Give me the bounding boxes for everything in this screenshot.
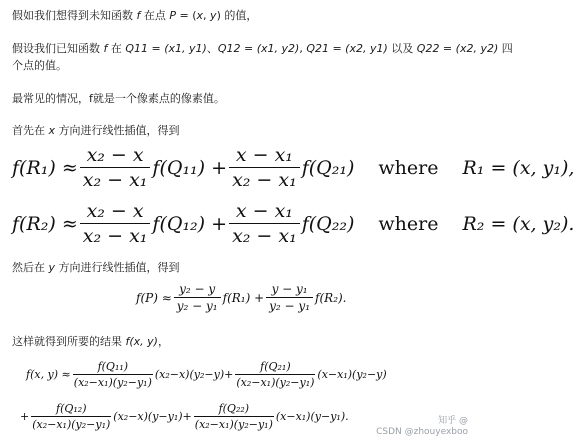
equation-p (136, 282, 347, 313)
known-points-sentence-cont: 个点的值。 (12, 59, 67, 72)
var-f: f (103, 42, 108, 55)
var-y: y (48, 261, 56, 274)
eq-lhs: f(R₁) ≈ (12, 156, 78, 179)
plus-sign: + (20, 410, 30, 423)
eq-term: f(R₁) + (222, 290, 265, 305)
numerator: y − y₁ (271, 282, 308, 296)
denominator: (x₂−x₁)(y₂−y₁) (32, 418, 111, 431)
fraction (229, 144, 300, 191)
denominator: y₂ − y₁ (174, 297, 221, 313)
eq-definition: R₁ = (x, y₁), (462, 156, 574, 179)
fraction (266, 282, 313, 313)
denominator: (x₂−x₁)(y₂−y₁) (236, 376, 315, 389)
fraction (229, 200, 300, 247)
text: = ( (176, 9, 197, 22)
numerator: f(Q₂₂) (218, 402, 250, 415)
watermark-csdn: CSDN @zhouyexboo (376, 427, 468, 437)
text: ) 的值， (216, 9, 258, 22)
fraction (194, 402, 274, 431)
watermark (376, 416, 468, 438)
numerator: x₂ − x (86, 200, 144, 222)
var-fxy: f(x, y) (125, 335, 158, 348)
text: , (203, 9, 211, 22)
numerator: x − x₁ (235, 144, 293, 166)
equation-result-line2 (20, 402, 349, 431)
denominator: x₂ − x₁ (229, 223, 300, 247)
eq-term: f(Q₁₁) + (152, 156, 228, 179)
var-p: P (169, 9, 177, 22)
eq-lhs: f(R₂) ≈ (12, 212, 78, 235)
eq-term: (x₂−x)(y₂−y)+ (154, 368, 234, 381)
eq-term: f(R₂). (315, 290, 347, 305)
denominator: y₂ − y₁ (266, 297, 313, 313)
text: 在点 (140, 9, 170, 22)
text: 方向进行线性插值，得到 (55, 124, 180, 137)
eq-lhs: f(x, y) ≈ (26, 368, 71, 381)
denominator: (x₂−x₁)(y₂−y₁) (194, 418, 273, 431)
text: 以及 (387, 42, 417, 55)
numerator: x₂ − x (86, 144, 144, 166)
equation-result-line1 (26, 360, 387, 389)
y-interp-intro (12, 261, 180, 275)
eq-definition: R₂ = (x, y₂). (462, 212, 574, 235)
eq-term: f(Q₁₂) + (152, 212, 228, 235)
var-x: x (196, 9, 204, 22)
text: 这样就得到所要的结果 (12, 335, 126, 348)
intro-sentence (12, 9, 257, 23)
text: 假如我们想得到未知函数 (12, 9, 137, 22)
text: 假设我们已知函数 (12, 42, 104, 55)
var-y: y (210, 9, 217, 22)
x-interp-intro (12, 124, 180, 138)
numerator: f(Q₂₁) (260, 360, 291, 373)
eq-term: (x₂−x)(y−y₁)+ (113, 410, 192, 423)
watermark-zhihu: 知乎 @ (438, 416, 468, 426)
numerator: y₂ − y (179, 282, 216, 296)
equation-r2 (12, 200, 574, 247)
numerator: x − x₁ (235, 200, 293, 222)
text: ， (157, 335, 169, 348)
result-intro (12, 335, 169, 349)
fraction (80, 144, 151, 191)
denominator: x₂ − x₁ (229, 167, 300, 191)
text: 在 (107, 42, 126, 55)
common-case-sentence: 最常见的情况，f就是一个像素点的像素值。 (12, 92, 225, 105)
equation-r1 (12, 144, 574, 191)
text: , (299, 42, 307, 55)
point-q12: Q12 = (x1, y2) (217, 42, 300, 55)
denominator: x₂ − x₁ (80, 223, 151, 247)
fraction (31, 402, 111, 431)
var-x: x (48, 124, 56, 137)
fraction (80, 200, 151, 247)
point-q11: Q11 = (x1, y1) (125, 42, 207, 55)
point-q22: Q22 = (x2, y2) (416, 42, 499, 55)
where-keyword: where (378, 156, 439, 179)
numerator: f(Q₁₁) (97, 360, 129, 373)
var-f: f (136, 9, 141, 22)
eq-term: f(Q₂₂) (301, 212, 355, 235)
text: 方向进行线性插值，得到 (55, 261, 180, 274)
text: 首先在 (12, 124, 49, 137)
eq-term: (x−x₁)(y₂−y) (317, 368, 387, 381)
text: 然后在 (12, 261, 49, 274)
eq-term: f(Q₂₁) (301, 156, 355, 179)
eq-lhs: f(P) ≈ (136, 290, 172, 305)
eq-term: (x−x₁)(y−y₁). (275, 410, 349, 423)
denominator: (x₂−x₁)(y₂−y₁) (73, 376, 152, 389)
point-q21: Q21 = (x2, y1) (306, 42, 388, 55)
known-points-sentence (12, 42, 513, 56)
denominator: x₂ − x₁ (80, 167, 151, 191)
fraction (73, 360, 153, 389)
where-keyword: where (378, 212, 439, 235)
text: 、 (206, 42, 218, 55)
numerator: f(Q₁₂) (56, 402, 87, 415)
fraction (235, 360, 315, 389)
text: 四 (498, 42, 513, 55)
fraction (174, 282, 221, 313)
